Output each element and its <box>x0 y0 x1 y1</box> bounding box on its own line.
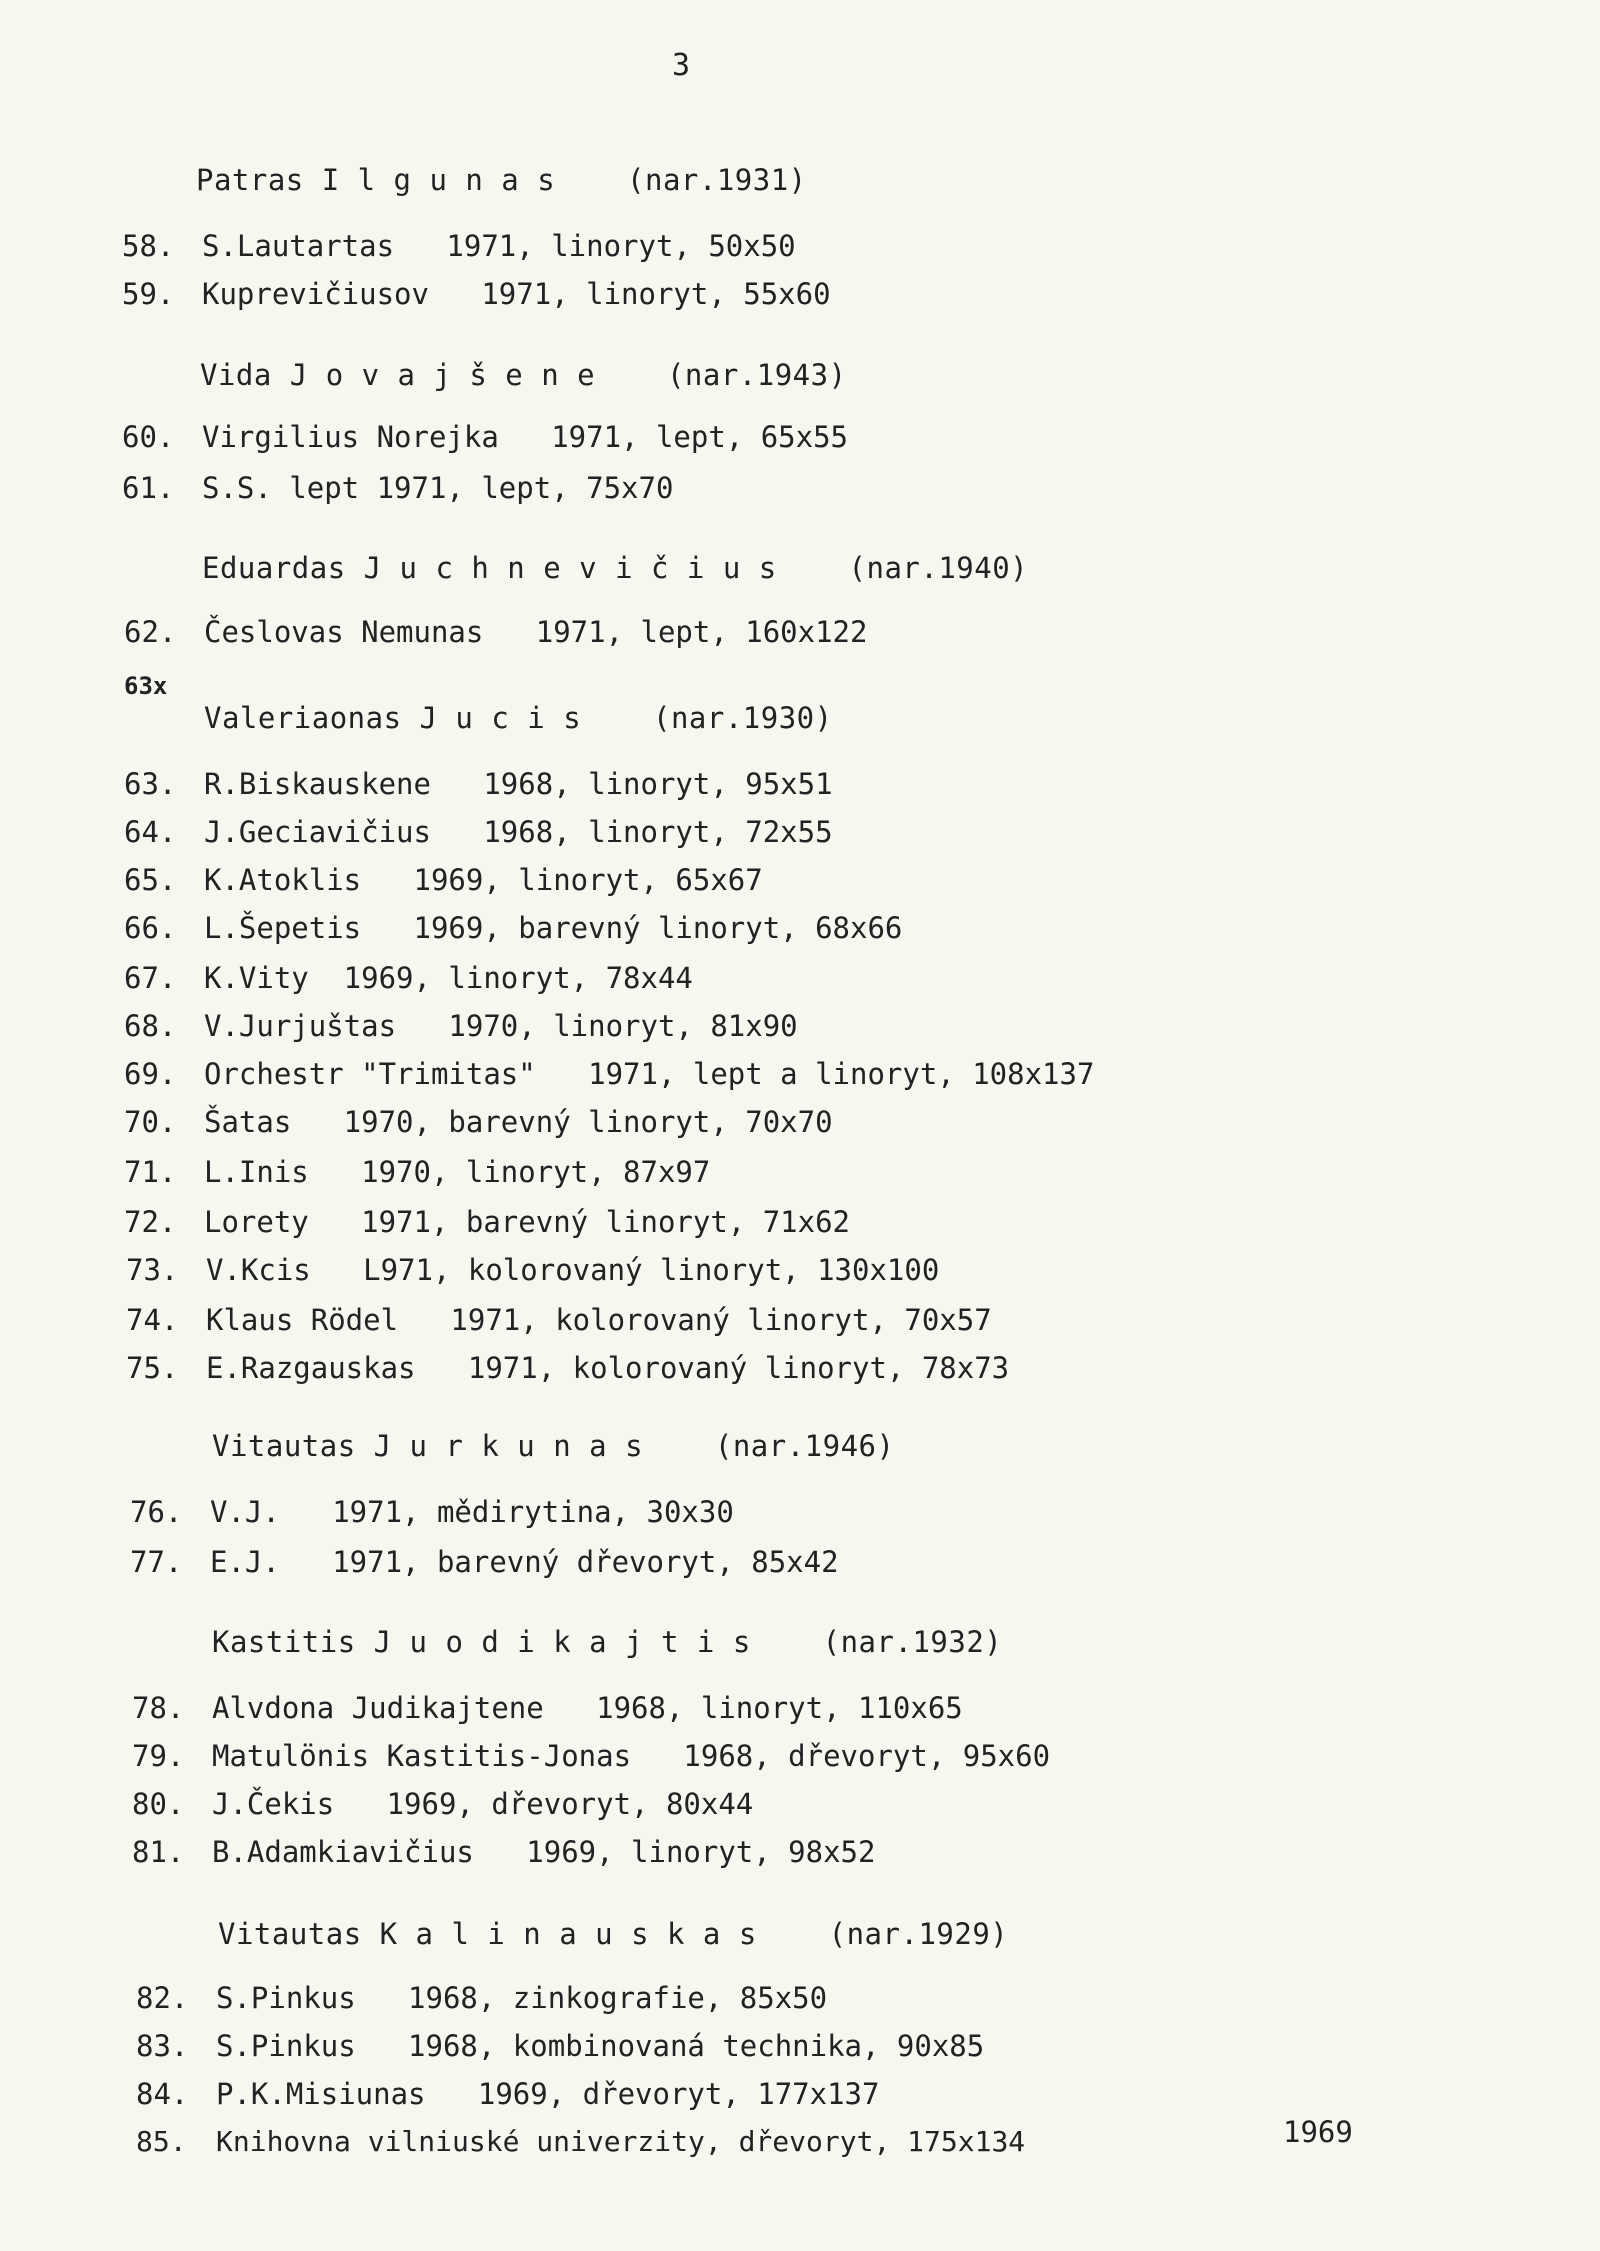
list-item: 77. E.J. 1971, barevný dřevoryt, 85x42 <box>130 1545 839 1579</box>
artist-heading: Kastitis J u o d i k a j t i s (nar.1932) <box>212 1625 1003 1659</box>
list-item: 66. L.Šepetis 1969, barevný linoryt, 68x66 <box>124 911 903 945</box>
list-item: 67. K.Vity 1969, linoryt, 78x44 <box>124 961 693 995</box>
artist-heading: Eduardas J u c h n e v i č i u s (nar.1940) <box>202 551 1029 585</box>
list-item: 74. Klaus Rödel 1971, kolorovaný linoryt, 70x57 <box>126 1303 992 1337</box>
list-item: 64. J.Geciavičius 1968, linoryt, 72x55 <box>124 815 833 849</box>
list-item: 72. Lorety 1971, barevný linoryt, 71x62 <box>124 1205 851 1239</box>
list-item: 65. K.Atoklis 1969, linoryt, 65x67 <box>124 863 763 897</box>
list-item: 61. S.S. lept 1971, lept, 75x70 <box>122 471 674 505</box>
list-item: 69. Orchestr "Trimitas" 1971, lept a linoryt, 108x137 <box>124 1057 1095 1091</box>
artist-heading: Valeriaonas J u c i s (nar.1930) <box>204 701 833 735</box>
list-item: 73. V.Kcis L971, kolorovaný linoryt, 130x100 <box>126 1253 940 1287</box>
list-item: 59. Kuprevičiusov 1971, linoryt, 55x60 <box>122 277 831 311</box>
artist-heading: Vitautas K a l i n a u s k a s (nar.1929) <box>218 1917 1009 1951</box>
list-item: 68. V.Jurjuštas 1970, linoryt, 81x90 <box>124 1009 798 1043</box>
list-item: 63. R.Biskauskene 1968, linoryt, 95x51 <box>124 767 833 801</box>
page-number: 3 <box>672 48 691 83</box>
artist-heading: Vida J o v a j š e n e (nar.1943) <box>200 358 847 392</box>
list-item: 83. S.Pinkus 1968, kombinovaná technika, 90x85 <box>136 2029 985 2063</box>
list-item: 70. Šatas 1970, barevný linoryt, 70x70 <box>124 1105 833 1139</box>
margin-note: 63x <box>124 672 168 700</box>
artist-heading: Vitautas J u r k u n a s (nar.1946) <box>212 1429 895 1463</box>
list-item: 76. V.J. 1971, mědirytina, 30x30 <box>130 1495 734 1529</box>
list-item: 58. S.Lautartas 1971, linoryt, 50x50 <box>122 229 796 263</box>
trailing-year: 1969 <box>1283 2115 1353 2149</box>
list-item: 75. E.Razgauskas 1971, kolorovaný linoryt, 78x73 <box>126 1351 1010 1385</box>
list-item: 82. S.Pinkus 1968, zinkografie, 85x50 <box>136 1981 828 2015</box>
list-item: 84. P.K.Misiunas 1969, dřevoryt, 177x137 <box>136 2077 880 2111</box>
list-item: 85. Knihovna vilniuské univerzity, dřevoryt, 175x134 <box>136 2125 1026 2158</box>
list-item: 81. B.Adamkiavičius 1969, linoryt, 98x52 <box>132 1835 876 1869</box>
list-item: 60. Virgilius Norejka 1971, lept, 65x55 <box>122 420 849 454</box>
list-item: 71. L.Inis 1970, linoryt, 87x97 <box>124 1155 711 1189</box>
list-item: 62. Česlovas Nemunas 1971, lept, 160x122 <box>124 615 868 649</box>
list-item: 80. J.Čekis 1969, dřevoryt, 80x44 <box>132 1787 754 1821</box>
artist-heading: Patras I l g u n a s (nar.1931) <box>196 163 807 197</box>
list-item: 78. Alvdona Judikajtene 1968, linoryt, 110x65 <box>132 1691 963 1725</box>
list-item: 79. Matulönis Kastitis-Jonas 1968, dřevoryt, 95x60 <box>132 1739 1051 1773</box>
